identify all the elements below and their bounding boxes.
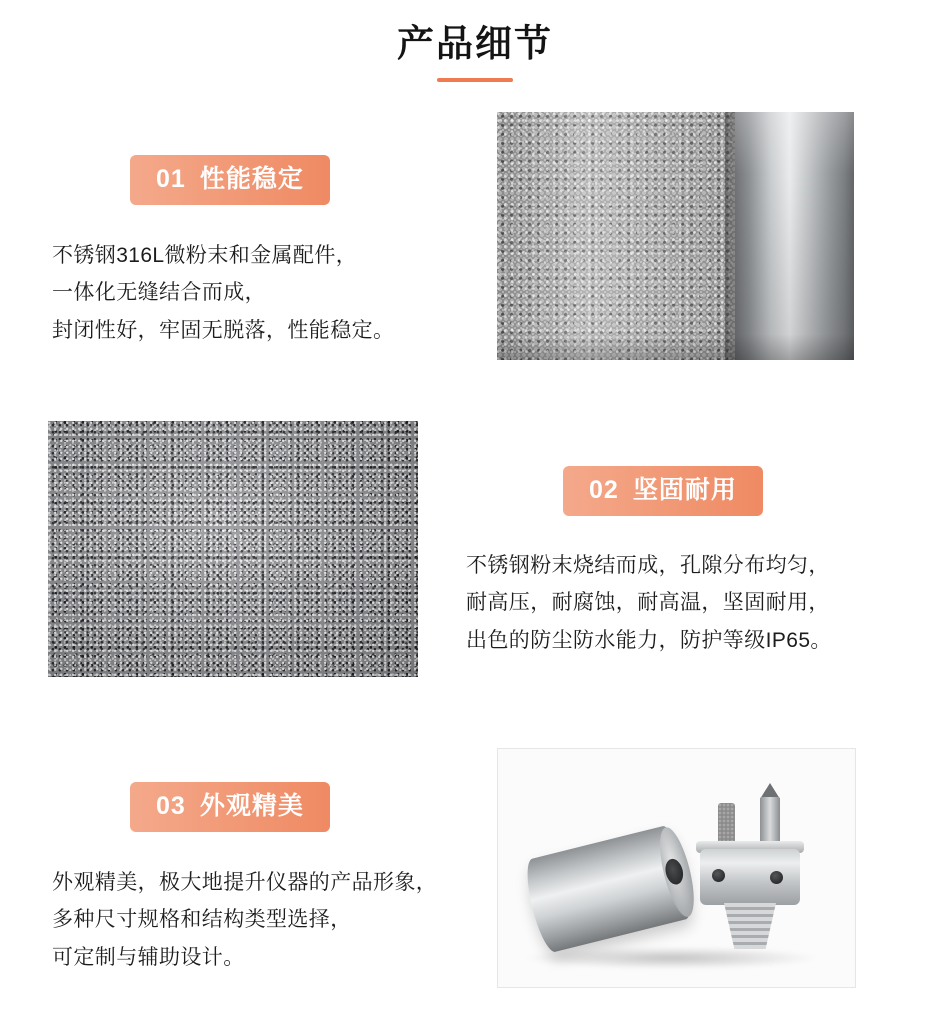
section-02-body: [466, 547, 936, 659]
section-03-image: [497, 748, 856, 988]
title-underline: [437, 78, 513, 82]
badge-01-number: 01: [156, 165, 186, 193]
badge-01: [130, 155, 330, 205]
badge-01-content: [130, 155, 330, 205]
badge-01-heading: 性能稳定: [199, 165, 304, 193]
valve-assembly-part: [694, 797, 806, 949]
badge-02-number: 02: [589, 476, 619, 504]
sintered-powder-texture: [48, 421, 418, 677]
section-02-line-2: 耐高压，耐腐蚀，耐高温，坚固耐用，: [466, 591, 830, 615]
page-header: [0, 0, 950, 82]
parts-shadow: [526, 947, 816, 969]
section-03-line-3: 可定制与辅助设计。: [52, 945, 245, 969]
section-01-line-1: 不锈钢316L微粉末和金属配件，: [52, 244, 358, 267]
section-03-line-2: 多种尺寸规格和结构类型选择，: [52, 908, 352, 932]
section-02-line-1: 不锈钢粉末烧结而成，孔隙分布均匀，: [466, 554, 830, 577]
section-01-line-2: 一体化无缝结合而成，: [52, 281, 266, 305]
section-02-image: [48, 421, 418, 677]
valve-port-right: [770, 871, 783, 884]
badge-02-content: [563, 466, 763, 516]
section-03-line-1: 外观精美，极大地提升仪器的产品形象，: [52, 871, 438, 894]
image-bottom-shadow: [497, 334, 854, 360]
sintered-filter-surface: [497, 112, 735, 360]
badge-02-heading: 坚固耐用: [632, 476, 737, 504]
valve-port-left: [712, 869, 725, 882]
badge-03-number: 03: [156, 792, 186, 820]
section-03-body: [52, 864, 512, 976]
section-01-image: [497, 112, 854, 360]
page-title: 产品细节: [397, 23, 553, 64]
badge-03: [130, 782, 330, 832]
section-02-line-3: 出色的防尘防水能力，防护等级IP65。: [466, 628, 832, 652]
section-01-body: [52, 237, 482, 349]
polished-metal-body: [735, 112, 854, 360]
metal-cylinder-part: [521, 823, 698, 954]
valve-threaded-stem: [724, 903, 776, 949]
section-01-line-3: 封闭性好，牢固无脱落，性能稳定。: [52, 318, 395, 342]
badge-02: [563, 466, 763, 516]
badge-03-content: [130, 782, 330, 832]
badge-03-heading: 外观精美: [199, 792, 304, 820]
